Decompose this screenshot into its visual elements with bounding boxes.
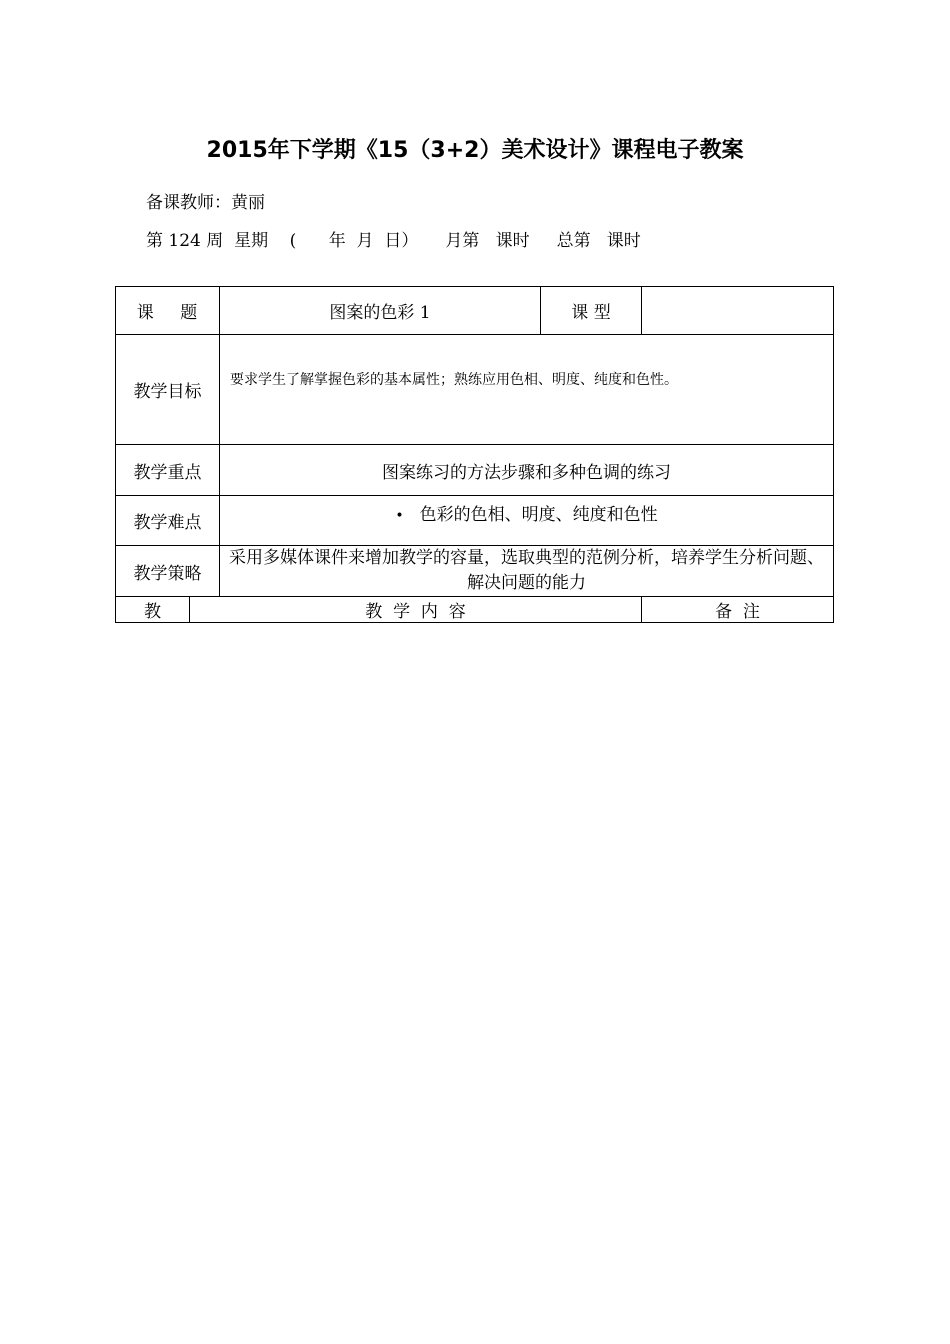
- difficulty-value: 色彩的色相、明度、纯度和色性: [419, 505, 658, 525]
- strategy-row: [116, 546, 834, 597]
- focus-label: 教学重点: [116, 445, 220, 496]
- focus-row: [116, 445, 834, 496]
- goal-row: [116, 335, 834, 445]
- bullet-icon: •: [395, 508, 404, 524]
- strategy-value: 采用多媒体课件来增加教学的容量，选取典型的范例分析，培养学生分析问题、解决问题的能力: [220, 546, 834, 597]
- goal-value: 要求学生了解掌握色彩的基本属性；熟练应用色相、明度、纯度和色性。: [220, 335, 834, 445]
- goal-label: 教学目标: [116, 335, 220, 445]
- difficulty-cell: [220, 496, 834, 546]
- strategy-label: 教学策略: [116, 546, 220, 597]
- type-label: 课 型: [541, 287, 642, 335]
- difficulty-label: 教学难点: [116, 496, 220, 546]
- topic-value: 图案的色彩 1: [220, 287, 541, 335]
- page-title: 2015年下学期《15（3+2）美术设计》课程电子教案: [206, 138, 744, 163]
- week-line: 第 124 周 星期 ( 年 月 日） 月第 课时 总第 课时: [146, 231, 641, 251]
- topic-label: 课 题: [116, 287, 220, 335]
- lesson-plan-table: [115, 286, 834, 623]
- teacher-line: 备课教师：黄丽: [146, 193, 265, 213]
- focus-value: 图案练习的方法步骤和多种色调的练习: [220, 445, 834, 496]
- footer-col3: 备 注: [642, 597, 834, 623]
- content-header-row: [116, 597, 834, 623]
- footer-col1: 教: [116, 597, 190, 623]
- difficulty-row: [116, 496, 834, 546]
- topic-row: [116, 287, 834, 335]
- footer-col2: 教 学 内 容: [190, 597, 642, 623]
- type-value: [642, 287, 834, 335]
